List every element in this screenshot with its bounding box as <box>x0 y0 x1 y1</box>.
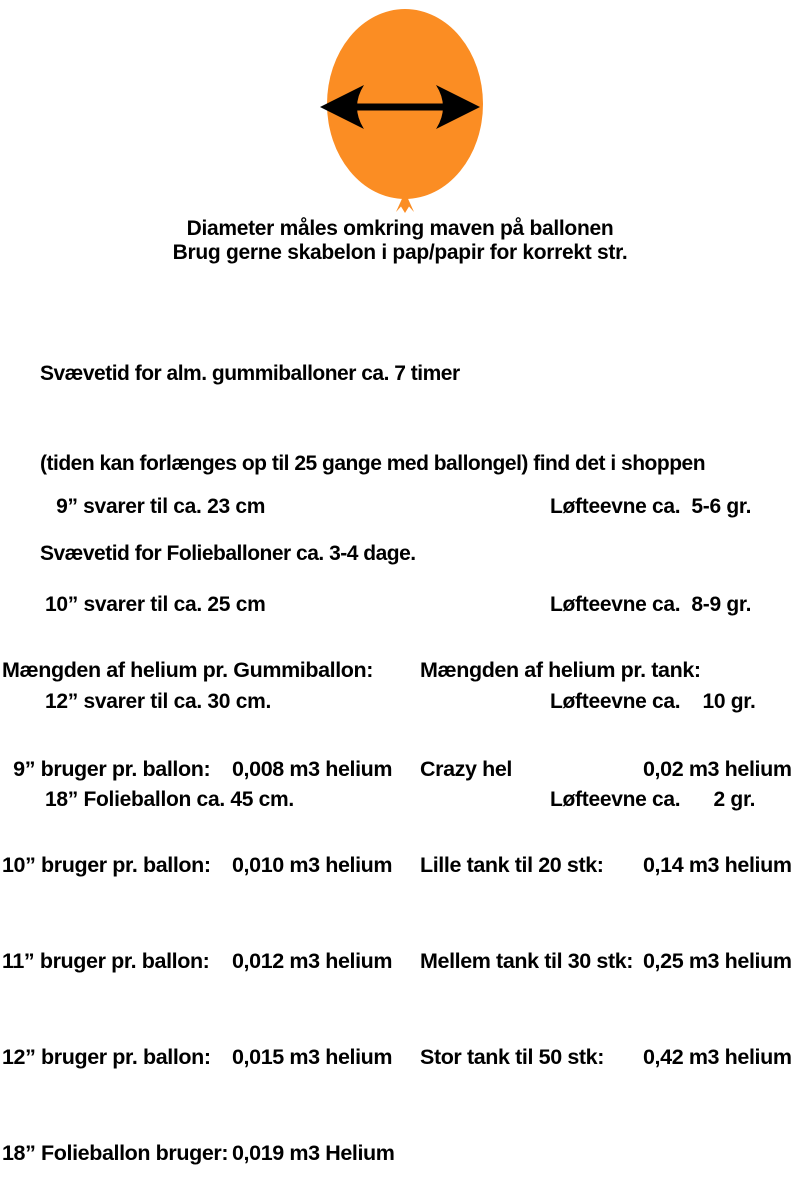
row-label: Crazy hel <box>420 757 512 781</box>
size-row: 9” svarer til ca. 23 cm <box>45 495 266 518</box>
helium-tank-row <box>420 945 792 977</box>
balloon-diagram <box>300 0 505 220</box>
balloon-diagram-svg <box>300 0 505 220</box>
size-row: 10” svarer til ca. 25 cm <box>45 592 266 616</box>
diameter-caption <box>0 217 800 265</box>
row-value: 0,015 m3 helium <box>232 1045 393 1069</box>
lift-row: Løfteevne ca. 10 gr. <box>550 690 756 713</box>
lift-row: Løfteevne ca. 8-9 gr. <box>550 592 752 616</box>
helium-per-balloon-title: Mængden af helium pr. Gummiballon: <box>2 658 374 682</box>
helium-per-tank-section <box>420 590 792 1105</box>
size-row: 18” Folieballon ca. 45 cm. <box>45 787 294 811</box>
helium-per-balloon-section <box>2 590 395 1201</box>
float-time-line-2: (tiden kan forlænges op til 25 gange med ballongel) find det i shoppen <box>40 452 706 475</box>
helium-tank-row <box>420 1041 792 1073</box>
row-label: 10” bruger pr. ballon: <box>2 853 211 877</box>
row-value: 0,02 m3 helium <box>643 757 792 781</box>
row-label: 12” bruger pr. ballon: <box>2 1045 211 1069</box>
helium-per-tank-title: Mængden af helium pr. tank: <box>420 658 701 682</box>
caption-line-2: Brug gerne skabelon i pap/papir for korrekt str. <box>172 241 628 264</box>
row-label: 9” bruger pr. ballon: <box>2 757 211 781</box>
float-time-line-3: Svævetid for Folieballoner ca. 3-4 dage. <box>40 542 416 565</box>
row-value: 0,25 m3 helium <box>643 949 792 973</box>
row-label: Lille tank til 20 stk: <box>420 853 604 877</box>
row-value: 0,010 m3 helium <box>232 853 393 877</box>
row-value: 0,14 m3 helium <box>643 853 792 877</box>
helium-balloon-row <box>2 1137 395 1169</box>
row-value: 0,019 m3 Helium <box>232 1141 395 1165</box>
float-time-line-1: Svævetid for alm. gummiballoner ca. 7 timer <box>40 362 460 385</box>
size-row: 12” svarer til ca. 30 cm. <box>45 690 271 713</box>
row-label: 18” Folieballon bruger: <box>2 1141 229 1165</box>
helium-balloon-row <box>2 945 395 977</box>
row-value: 0,42 m3 helium <box>643 1045 792 1069</box>
lift-row: Løfteevne ca. 5-6 gr. <box>550 495 752 518</box>
row-label: 11” bruger pr. ballon: <box>2 949 210 973</box>
row-value: 0,008 m3 helium <box>232 757 393 781</box>
caption-line-1: Diameter måles omkring maven på ballonen <box>186 217 614 240</box>
row-label: Mellem tank til 30 stk: <box>420 949 634 973</box>
helium-balloon-row <box>2 753 395 785</box>
helium-tank-row <box>420 849 792 881</box>
helium-balloon-row <box>2 1041 395 1073</box>
row-label: Stor tank til 50 stk: <box>420 1045 604 1069</box>
helium-balloon-row <box>2 849 395 881</box>
helium-tank-row <box>420 753 792 785</box>
row-value: 0,012 m3 helium <box>232 949 393 973</box>
lift-row: Løfteevne ca. 2 gr. <box>550 787 756 811</box>
